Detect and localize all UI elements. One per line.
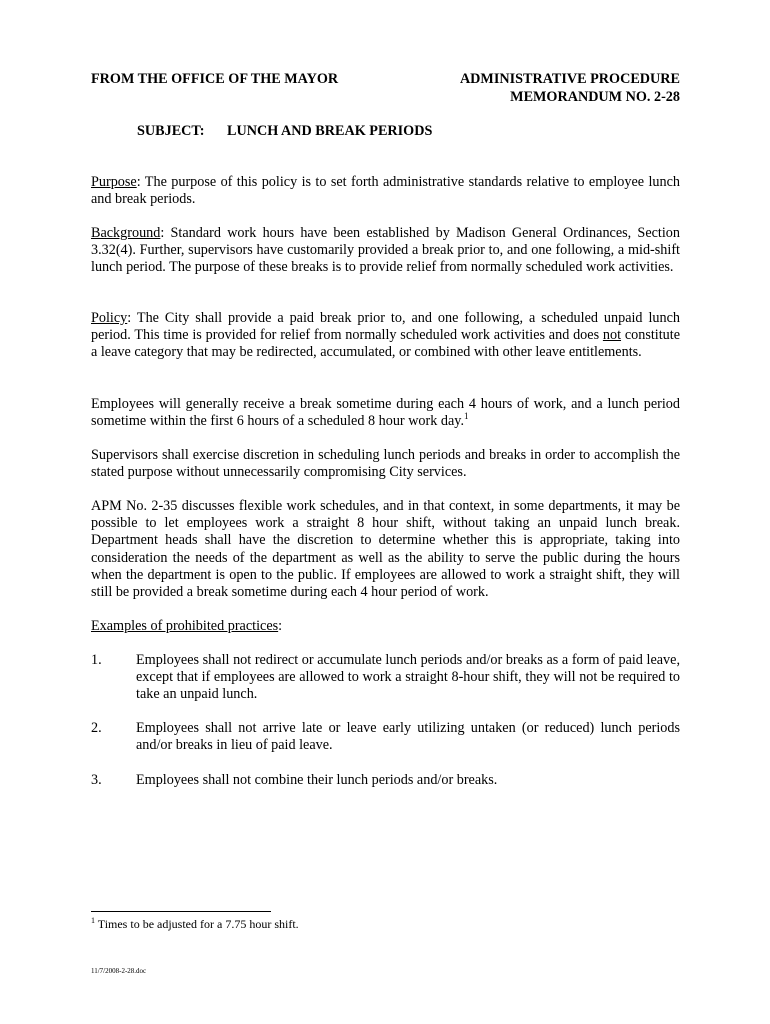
footnote-text: Times to be adjusted for a 7.75 hour shift.	[95, 917, 299, 931]
policy-text-a: : The City shall provide a paid break prior to, and one following, a scheduled unpaid lunch period. This time is provided for relief from normally scheduled work activities and does	[91, 310, 680, 344]
subject-label: SUBJECT:	[137, 123, 205, 139]
list-item: Employees shall not combine their lunch periods and/or breaks.	[136, 772, 498, 788]
list-item-number: 2.	[91, 720, 102, 736]
footnote-divider	[91, 911, 271, 912]
background-paragraph	[91, 225, 680, 277]
policy-not: not	[602, 327, 622, 344]
examples-heading-text: Examples of prohibited practices	[91, 618, 279, 634]
list-item-number: 1.	[91, 652, 102, 668]
footnote-number: 1	[91, 916, 95, 925]
list-item: Employees shall not redirect or accumulate lunch periods and/or breaks as a form of paid leave, except that if employees are allowed to work a straight 8-hour shift, they will not be required to take an unpaid lunch.	[136, 652, 680, 703]
breaks-paragraph	[91, 396, 680, 430]
policy-text-b: constitute a leave category that may be redirected, accumulated, or combined with other leave entitlements.	[91, 327, 680, 361]
memorandum-number: MEMORANDUM NO. 2-28	[510, 89, 680, 105]
footnote-reference: 1	[464, 411, 469, 422]
examples-heading-colon: :	[278, 618, 283, 634]
background-label: Background	[91, 225, 161, 241]
examples-heading	[91, 618, 680, 635]
policy-label: Policy	[91, 310, 128, 326]
footnote	[91, 916, 299, 932]
list-item: Employees shall not arrive late or leave early utilizing untaken (or reduced) lunch periods and/or breaks in lieu of paid leave.	[136, 720, 680, 754]
subject-value: LUNCH AND BREAK PERIODS	[227, 123, 433, 139]
procedure-title: ADMINISTRATIVE PROCEDURE	[459, 71, 680, 87]
purpose-label: Purpose	[91, 174, 137, 190]
header-procedure	[460, 70, 680, 106]
purpose-paragraph	[91, 174, 680, 208]
footer-filename: 11/7/2008-2-28.doc	[91, 967, 147, 975]
breaks-text: Employees will generally receive a break sometime during each 4 hours of work, and a lunch period sometime within the first 6 hours of a scheduled 8 hour work day.	[91, 396, 680, 430]
supervisors-paragraph: Supervisors shall exercise discretion in scheduling lunch periods and breaks in order to accomplish the stated purpose without unnecessarily compromising City services.	[91, 447, 680, 481]
purpose-text: : The purpose of this policy is to set forth administrative standards relative to employee lunch and break periods.	[91, 174, 680, 208]
background-text: : Standard work hours have been established by Madison General Ordinances, Section 3.32(4). Further, supervisors have customarily provided a break prior to, and one following, a mid-shift lunch period. The purpose of these breaks is to provide relief from normally scheduled work activities.	[91, 225, 680, 276]
policy-paragraph	[91, 310, 680, 362]
apm-paragraph: APM No. 2-35 discusses flexible work schedules, and in that context, in some departments, it may be possible to let employees work a straight 8 hour shift, without taking an unpaid lunch break. Department heads shall have the discretion to determine whether this is appropriate, taking into consideration the needs of the department as well as the ability to serve the public during the hours when the department is open to the public. If employees are allowed to work a straight shift, they will still be provided a break sometime during each 4 hour period of work.	[91, 498, 680, 601]
header-from: FROM THE OFFICE OF THE MAYOR	[91, 71, 339, 87]
list-item-number: 3.	[91, 772, 102, 788]
